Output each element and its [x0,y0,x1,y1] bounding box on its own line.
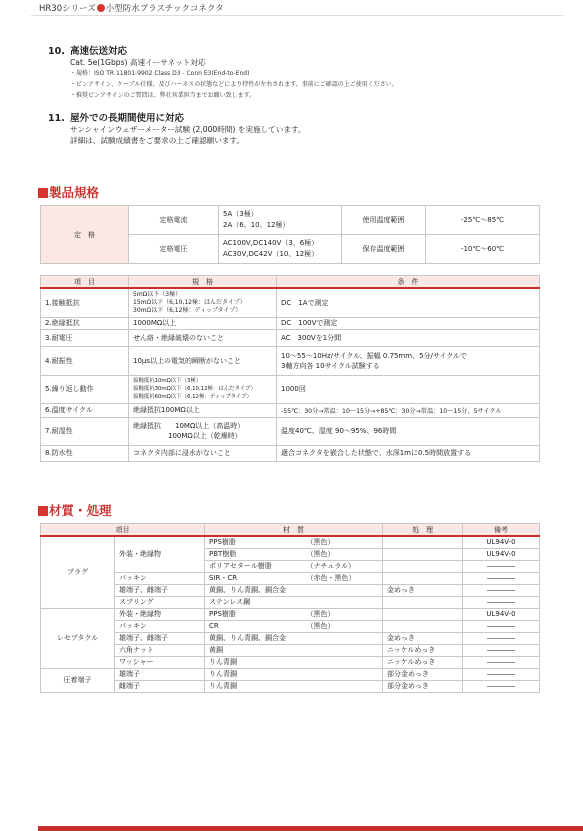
section-body: Cat. 5e(1Gbps) 高速イーサネット対応 [70,58,206,67]
material-name: 黄銅 [205,644,303,656]
material-color: （黒色） [303,608,383,620]
material-treatment: 金めっき [383,632,463,644]
spec-item: 3.耐電圧 [41,329,129,346]
material-part: ワッシャー [115,656,205,668]
material-name: りん青銅 [205,680,303,692]
material-treatment: 金めっき [383,584,463,596]
section-body: 詳細は、試験成績書をご要求の上ご確認願います。 [70,136,245,145]
material-part: 六角ナット [115,644,205,656]
spec-value: 10μs以上の電気的瞬断がないこと [129,346,277,375]
temp-label: 保存温度範囲 [342,235,426,264]
table-row [41,656,540,668]
spec-value: 5mΩ以下（3極） 15mΩ以下（6,10,12極：はんだタイプ） 30mΩ以下（6,12極：ディップタイプ） [129,288,277,317]
material-note: ―――― [463,572,540,584]
table-row [41,584,540,596]
page-header [39,2,224,14]
section-high-speed [48,43,398,101]
table-row [41,317,540,329]
material-group-name: レセプタクル [41,608,115,668]
spec-condition: 10～55～10Hz/サイクル、振幅 0.75mm、5分/サイクルで 3軸方向各 10サイクル試験する [277,346,540,375]
material-part: 雄端子、雌端子 [115,632,205,644]
table-row [41,572,540,584]
spec-value: コネクタ内部に浸水がないこと [129,445,277,461]
table-row [41,445,540,461]
spec-header-spec: 規 格 [129,276,277,289]
material-group-name: 圧着端子 [41,668,115,692]
spec-header-item: 項 目 [41,276,129,289]
material-color [303,596,383,608]
spec-condition: -55℃：30分→常温：10～15分→+85℃：30分→常温：10～15分、5サイクル [277,403,540,417]
section-outdoor [48,110,306,146]
section-note: ・推奨ピンアサインのご質問は、弊社営業担当までお願い致します。 [70,92,256,99]
material-name: 黄銅、りん青銅、銅合金 [205,632,303,644]
material-color: （黒色） [303,548,383,560]
material-part: 雄端子、雌端子 [115,584,205,596]
material-treatment [383,560,463,572]
rating-row-label: 定格電圧 [129,235,219,264]
rating-row-value: AC100V,DC140V（3、6極） AC30V,DC42V（10、12極） [219,235,342,264]
spec-header-condition: 条 件 [277,276,540,289]
temp-label: 使用温度範囲 [342,206,426,235]
material-part: 外装・絶縁物 [115,608,205,620]
section-title: 11. 屋外での長期間使用に対応 [48,113,185,124]
material-part: パッキン [115,572,205,584]
table-row [41,680,540,692]
material-name: CR [205,620,303,632]
table-row [41,417,540,445]
spec-condition: AC 300Vを1分間 [277,329,540,346]
material-note: ―――― [463,596,540,608]
material-color [303,632,383,644]
material-treatment [383,608,463,620]
material-note: ―――― [463,584,540,596]
materials-table [40,523,540,693]
material-treatment [383,596,463,608]
material-color [303,656,383,668]
table-row [41,288,540,317]
material-name: PPS樹脂 [205,536,303,548]
table-row [41,329,540,346]
spec-value: 絶縁抵抗100MΩ以上 [129,403,277,417]
material-name: SIR・CR [205,572,303,584]
header-divider [31,15,563,16]
table-row [41,608,540,620]
material-name: PBT樹脂 [205,548,303,560]
table-row [41,403,540,417]
heading-square-icon [38,506,48,516]
spec-condition: 温度40℃、湿度 90～95%、96時間 [277,417,540,445]
table-row [41,346,540,375]
material-name: ステンレス鋼 [205,596,303,608]
material-name: PPS樹脂 [205,608,303,620]
material-part: スプリング [115,596,205,608]
material-note: ―――― [463,668,540,680]
section-body: サンシャインウェザーメーター試験 (2,000時間) を実施しています。 [70,125,306,134]
spec-item: 2.絶縁抵抗 [41,317,129,329]
material-name: りん青銅 [205,668,303,680]
material-treatment [383,548,463,560]
material-color [303,680,383,692]
section-note: ・ピンアサイン、ケーブル仕様、及びハーネスの状態などにより特性が左右されます。事前にご確認の上ご使用ください。 [70,81,398,88]
materials-header-item: 項目 [41,524,205,537]
spec-value: せん絡・絶縁破壊のないこと [129,329,277,346]
material-treatment: 部分金めっき [383,668,463,680]
temp-value: -10℃～60℃ [426,235,540,264]
material-color: （黒色） [303,620,383,632]
rating-table [40,205,540,264]
material-note: ―――― [463,680,540,692]
spec-item: 6.温度サイクル [41,403,129,417]
product-spec-heading: 製品規格 [38,183,99,201]
section-note: ・規格：ISO TR 11801-9902 Class D3 - Conn E3(End-to-End) [70,70,250,77]
temp-value: -25℃～85℃ [426,206,540,235]
page-header-title: 小型防水プラスチックコネクタ [105,4,224,14]
materials-heading: 材質・処理 [38,501,112,519]
materials-header-material: 材 質 [205,524,383,537]
material-note: UL94V-0 [463,548,540,560]
rating-label: 定 格 [41,206,129,264]
material-treatment [383,536,463,548]
table-row [41,668,540,680]
material-note: ―――― [463,620,540,632]
material-color [303,584,383,596]
material-part: 雄端子 [115,668,205,680]
materials-header-treatment: 処 理 [383,524,463,537]
heading-square-icon [38,188,48,198]
spec-condition: 適合コネクタを嵌合した状態で、水深1mに0.5時間放置する [277,445,540,461]
material-color [303,644,383,656]
material-note: ―――― [463,560,540,572]
table-row [41,596,540,608]
material-color: （ナチュラル） [303,560,383,572]
spec-value: 接触抵抗10mΩ以下（3極） 接触抵抗30mΩ以下（6,10,12極：はんだタイプ） 接触抵抗60mΩ以下（6,12極：ディップタイプ） [129,375,277,403]
material-treatment: ニッケルめっき [383,644,463,656]
rating-row-value: 5A（3極） 2A（6、10、12極） [219,206,342,235]
bullet-dot-icon [97,4,105,12]
material-color: （黒色） [303,536,383,548]
material-color [303,668,383,680]
material-treatment [383,620,463,632]
material-treatment: ニッケルめっき [383,656,463,668]
material-note: UL94V-0 [463,608,540,620]
spec-condition: 1000回 [277,375,540,403]
table-row [41,375,540,403]
material-group-name: プラグ [41,536,115,608]
spec-condition: DC 1Aで測定 [277,288,540,317]
table-row [41,644,540,656]
material-name: りん青銅 [205,656,303,668]
spec-item: 4.耐振性 [41,346,129,375]
material-note: ―――― [463,632,540,644]
footer-bar [38,826,583,831]
table-row [41,632,540,644]
materials-header-note: 備考 [463,524,540,537]
material-treatment: 部分金めっき [383,680,463,692]
rating-row-label: 定格電流 [129,206,219,235]
material-part: 雌端子 [115,680,205,692]
section-title: 10. 高速伝送対応 [48,46,128,57]
table-row [41,536,540,548]
spec-condition: DC 100Vで測定 [277,317,540,329]
material-note: UL94V-0 [463,536,540,548]
spec-item: 8.防水性 [41,445,129,461]
spec-item: 5.繰り返し動作 [41,375,129,403]
material-color: （赤色・黒色） [303,572,383,584]
material-note: ―――― [463,656,540,668]
series-name: HR30シリーズ [39,4,96,14]
material-part: 外装・絶縁物 [115,536,205,572]
spec-item: 7.耐湿性 [41,417,129,445]
material-name: 黄銅、りん青銅、銅合金 [205,584,303,596]
material-note: ―――― [463,644,540,656]
table-row [41,620,540,632]
material-part: パッキン [115,620,205,632]
spec-value: 絶縁抵抗 10MΩ以上（高温時） 100MΩ以上（乾燥時） [129,417,277,445]
material-treatment [383,572,463,584]
spec-value: 1000MΩ以上 [129,317,277,329]
material-name: ポリアセタール樹脂 [205,560,303,572]
spec-item: 1.接触抵抗 [41,288,129,317]
spec-table [40,275,540,462]
